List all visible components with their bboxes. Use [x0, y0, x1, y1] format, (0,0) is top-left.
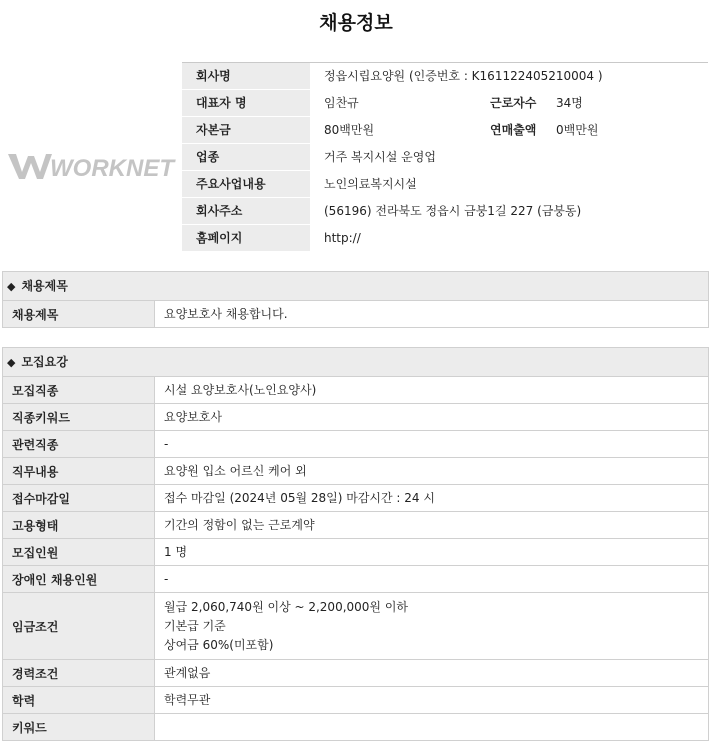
title-label: 채용제목: [3, 301, 155, 327]
business-row: [182, 171, 708, 198]
keywords-value: [155, 714, 164, 740]
deadline-value: 접수 마감일 (2024년 05월 28일) 마감시간 : 24 시: [164, 490, 435, 505]
workers-label: 근로자수: [490, 96, 537, 110]
industry-row: [182, 144, 708, 171]
workers-value: 34명: [556, 96, 583, 110]
career-row: [3, 660, 708, 687]
related-job-row: [3, 431, 708, 458]
title-row: [3, 301, 708, 327]
business-value: 노인의료복지시설: [324, 177, 417, 191]
capital-label: 자본금: [182, 117, 310, 143]
employment-row: [3, 512, 708, 539]
capital-value: 80백만원: [324, 123, 375, 137]
job-keyword-value: 요양보호사: [164, 409, 222, 424]
ceo-label: 대표자 명: [182, 90, 310, 116]
headcount-value: 1 명: [164, 544, 188, 559]
headcount-row: [3, 539, 708, 566]
deadline-label: 접수마감일: [3, 485, 155, 511]
industry-value: 거주 복지시설 운영업: [324, 150, 436, 164]
job-type-label: 모집직종: [3, 377, 155, 403]
duty-row: [3, 458, 708, 485]
related-job-label: 관련직종: [3, 431, 155, 457]
career-label: 경력조건: [3, 660, 155, 686]
job-keyword-row: [3, 404, 708, 431]
diamond-icon: ◆: [7, 356, 16, 369]
section-heading-text: 모집요강: [21, 355, 68, 369]
company-info-table: [182, 62, 708, 252]
address-row: [182, 198, 708, 225]
education-value: 학력무관: [164, 692, 211, 707]
headcount-label: 모집인원: [3, 539, 155, 565]
wage-label: 임금조건: [3, 593, 155, 659]
related-job-value: -: [164, 436, 169, 451]
career-value: 관계없음: [164, 665, 211, 680]
disabled-hire-row: [3, 566, 708, 593]
sales-value: 0백만원: [556, 123, 599, 137]
title-value: 요양보호사 채용합니다.: [164, 306, 288, 321]
employment-label: 고용형태: [3, 512, 155, 538]
job-type-row: [3, 377, 708, 404]
sales-label: 연매출액: [490, 123, 537, 137]
logo-text: WORKNET: [50, 155, 174, 182]
homepage-row: [182, 225, 708, 252]
wage-value: [155, 593, 408, 659]
worknet-logo: [6, 146, 174, 182]
education-label: 학력: [3, 687, 155, 713]
disabled-hire-value: -: [164, 571, 169, 586]
deadline-row: [3, 485, 708, 512]
homepage-label: 홈페이지: [182, 225, 310, 251]
ceo-value: 임찬규: [324, 96, 359, 110]
education-row: [3, 687, 708, 714]
keywords-row: [3, 714, 708, 740]
wage-line: 상여금 60%(미포함): [164, 637, 274, 652]
page-title: 채용정보: [319, 12, 393, 34]
company-name-label: 회사명: [182, 63, 310, 89]
company-name-row: [182, 63, 708, 90]
section-heading: [3, 272, 708, 301]
diamond-icon: ◆: [7, 280, 16, 293]
address-label: 회사주소: [182, 198, 310, 224]
ceo-row: [182, 90, 708, 117]
wage-line: 월급 2,060,740원 이상 ~ 2,200,000원 이하: [164, 599, 409, 614]
disabled-hire-label: 장애인 채용인원: [3, 566, 155, 592]
company-name-value: 정읍시립요양원 (인증번호 : K161122405210004 ): [324, 69, 603, 83]
duty-label: 직무내용: [3, 458, 155, 484]
address-value: (56196) 전라북도 정읍시 금붕1길 227 (금붕동): [324, 204, 582, 218]
recruit-title-section: [2, 271, 709, 328]
section-heading-text: 채용제목: [21, 279, 68, 293]
business-label: 주요사업내용: [182, 171, 310, 197]
section-heading: [3, 348, 708, 377]
job-keyword-label: 직종키워드: [3, 404, 155, 430]
capital-row: [182, 117, 708, 144]
job-type-value: 시설 요양보호사(노인요양사): [164, 382, 317, 397]
wage-line: 기본급 기준: [164, 618, 226, 633]
recruit-requirements-section: [2, 347, 709, 741]
keywords-label: 키워드: [3, 714, 155, 740]
homepage-link[interactable]: http://: [324, 231, 361, 245]
duty-value: 요양원 입소 어르신 케어 외: [164, 463, 307, 478]
employment-value: 기간의 정함이 없는 근로계약: [164, 517, 315, 532]
industry-label: 업종: [182, 144, 310, 170]
wage-row: [3, 593, 708, 660]
